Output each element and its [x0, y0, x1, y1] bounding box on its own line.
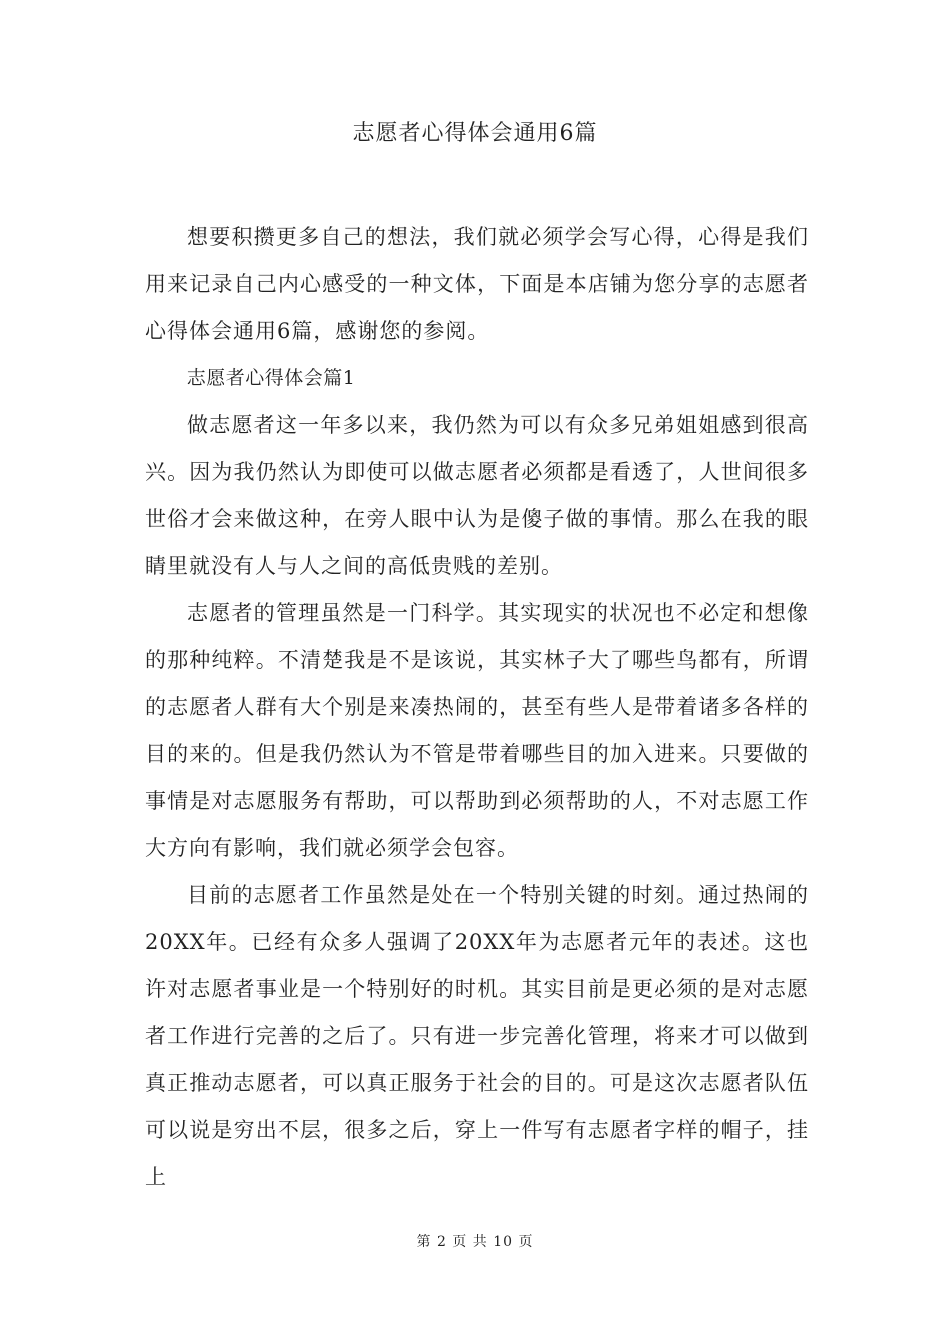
document-body	[145, 214, 809, 1201]
intro-paragraph: 想要积攒更多自己的想法，我们就必须学会写心得，心得是我们用来记录自己内心感受的一种文体，下面是本店铺为您分享的志愿者心得体会通用6篇，感谢您的参阅。	[145, 225, 809, 343]
body-paragraph-2: 志愿者的管理虽然是一门科学。其实现实的状况也不必定和想像的那种纯粹。不清楚我是不是该说，其实林子大了哪些鸟都有，所谓的志愿者人群有大个别是来凑热闹的，甚至有些人是带着诸多各样的目的来的。但是我仍然认为不管是带着哪些目的加入进来。只要做的事情是对志愿服务有帮助，可以帮助到必须帮助的人，不对志愿工作大方向有影响，我们就必须学会包容。	[145, 601, 809, 860]
section-heading: 志愿者心得体会篇1	[186, 367, 356, 389]
document-title: 志愿者心得体会通用6篇	[352, 121, 598, 146]
body-paragraph-1: 做志愿者这一年多以来，我仍然为可以有众多兄弟姐姐感到很高兴。因为我仍然认为即使可以做志愿者必须都是看透了，人世间很多世俗才会来做这种，在旁人眼中认为是傻子做的事情。那么在我的眼睛里就没有人与人之间的高低贵贱的差别。	[145, 413, 809, 578]
body-paragraph-3: 目前的志愿者工作虽然是处在一个特别关键的时刻。通过热闹的20XX年。已经有众多人强调了20XX年为志愿者元年的表述。这也许对志愿者事业是一个特别好的时机。其实目前是更必须的是对志愿者工作进行完善的之后了。只有进一步完善化管理，将来才可以做到真正推动志愿者，可以真正服务于社会的目的。可是这次志愿者队伍可以说是穷出不层，很多之后，穿上一件写有志愿者字样的帽子，挂上	[145, 883, 809, 1189]
page-number-footer: 第 2 页 共 10 页	[416, 1234, 534, 1250]
